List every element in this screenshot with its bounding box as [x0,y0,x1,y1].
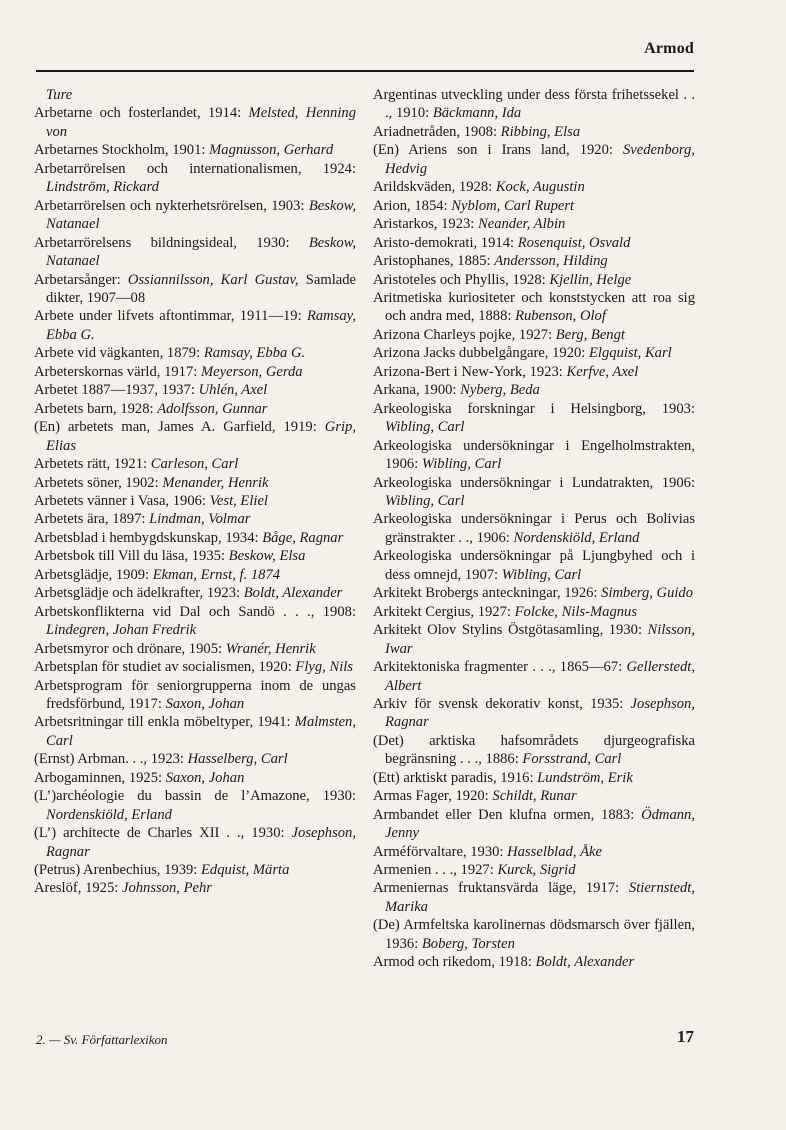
entry-title: Arizona-Bert i New-York, 1923: [373,363,567,380]
entry-title: Arméförvaltare, 1930: [373,843,508,860]
entry-author: Bäckmann, Ida [432,105,522,122]
entry-author: Ekman, Ernst, f. 1874 [152,566,281,583]
index-entry [34,344,356,362]
index-entry [373,197,695,215]
entry-title: Arbetskonflikterna vid Dal och Sandö . . ., 1908: [34,603,356,620]
entry-title: Arkiv för svensk dekorativ konst, 1935: [373,695,631,712]
entry-title: Areslöf, 1925: [34,880,122,897]
entry-title: Arkitekt Olov Stylins Östgötasamling, 1930: [373,622,648,639]
entry-author: Menander, Henrik [162,474,269,491]
entry-author: Wibling, Carl [385,419,465,436]
entry-title: Arkeologiska undersökningar i Engelholmstrakten, 1906: [373,437,695,473]
index-entry [373,437,695,474]
entry-author: Josephson, Ragnar [385,695,695,731]
index-entry [34,677,356,714]
signature-mark: 2. — Sv. Författarlexikon [36,1032,168,1047]
entry-author: Boberg, Torsten [421,935,515,952]
entry-author: Ramsay, Ebba G. [203,345,306,362]
entry-title: Aristophanes, 1885: [373,253,495,270]
entry-title: Arbetets söner, 1902: [34,474,163,491]
entry-title: Arkeologiska undersökningar i Lundatrakten, 1906: [373,474,695,491]
index-entry [34,769,356,787]
entry-title: Aristarkos, 1923: [373,216,478,233]
right-column [373,86,695,972]
index-entry [373,916,695,953]
entry-title: Argentinas utveckling under dess första frihetssekel . . ., 1910: [373,87,695,122]
entry-title: Arbetsprogram för seniorgrupperna inom de ungas fredsförbund, 1917: [34,677,356,712]
entry-title: (En) Ariens son i Irans land, 1920: [373,142,623,159]
entry-author: Ödmann, Jenny [385,806,695,842]
entry-author: Stiernstedt, Marika [385,880,695,915]
entry-title: Arbetarsånger: [34,271,128,288]
entry-author: Boldt, Alexander [243,585,343,602]
entry-author: Meyerson, Gerda [200,363,303,380]
index-entry [373,474,695,511]
entry-author: Forsstrand, Carl [522,751,622,768]
entry-title: Arbete under lifvets aftontimmar, 1911—19: [34,308,307,325]
index-entry [373,289,695,326]
entry-author: Svedenborg, Hedvig [385,142,695,177]
index-entry [34,566,356,584]
entry-author: Boldt, Alexander [535,954,635,971]
entry-author: Adolfsson, Gunnar [157,400,268,417]
index-entry [34,271,356,308]
index-entry [373,769,695,787]
index-entry [373,806,695,843]
entry-title: Arbetsplan för studiet av socialismen, 1920: [34,659,296,676]
entry-author: Ramsay, Ebba G. [46,308,356,343]
entry-author: Neander, Albin [478,216,566,233]
entry-title: (Petrus) Arenbechius, 1939: [34,862,201,879]
entry-title: Arbetsritningar till enkla möbeltyper, 1941: [34,714,295,731]
entry-title: Arbetet 1887—1937, 1937: [34,382,199,399]
entry-author: Lindström, Rickard [46,179,159,196]
index-entry [373,953,695,971]
entry-title: Arbetarrörelsen och internationalismen, 1924: [34,160,356,177]
entry-title: Arkeologiska undersökningar i Perus och Bolivias gränstrakter . ., 1906: [373,511,695,546]
entry-author: Hasselberg, Carl [187,751,288,768]
entry-title: Armbandet eller Den klufna ormen, 1883: [373,806,642,823]
entry-title: Arkeologiska forskningar i Helsingborg, 1903: [373,400,695,417]
entry-author: Saxon, Johan [165,695,245,712]
entry-author: Edquist, Märta [201,862,290,879]
index-entry [34,640,356,658]
index-entry [373,843,695,861]
entry-title: Arbetsbok till Vill du läsa, 1935: [34,548,229,565]
index-entry [34,197,356,234]
page-number: 17 [677,1027,694,1046]
index-entry [34,529,356,547]
entry-author: Nyblom, Carl Rupert [451,197,575,214]
entry-title: (L’) architecte de Charles XII . ., 1930: [34,825,292,842]
entry-title: Arizona Jacks dubbelgångare, 1920: [373,345,589,362]
entry-author: Berg, Bengt [555,326,625,343]
running-head: Armod [644,40,694,57]
index-entry [34,713,356,750]
entry-title: Armas Fager, 1920: [373,788,493,805]
entry-title: (Ernst) Arbman. . ., 1923: [34,751,188,768]
index-entry [34,658,356,676]
entry-title: (Ett) arktiskt paradis, 1916: [373,769,538,786]
index-entry [373,510,695,547]
index-entry [34,750,356,768]
entry-author: Gellerstedt, Albert [385,659,695,694]
entry-author: Beskow, Natanael [46,197,356,233]
entry-title-continued: Samlade dikter, 1907—08 [46,271,357,306]
entry-author: Lindegren, Johan Fredrik [46,622,197,639]
left-column [34,86,356,898]
entry-title: Ariadnetråden, 1908: [373,123,501,140]
entry-author: Hasselblad, Åke [507,843,602,860]
entry-title: Arbete vid vägkanten, 1879: [34,345,204,362]
index-entry [373,621,695,658]
index-entry [34,861,356,879]
entry-title: Arbetets vänner i Vasa, 1906: [34,492,210,509]
entry-author: Wibling, Carl [385,492,465,509]
entry-author: Malmsten, Carl [46,714,356,749]
entry-author: Josephson, Ragnar [46,825,356,860]
entry-author: Kurck, Sigrid [497,862,576,879]
entry-author: Vest, Eliel [209,492,268,509]
entry-title: Arbetsblad i hembygdskunskap, 1934: [34,529,263,546]
entry-author: Beskow, Natanael [46,234,356,270]
entry-title: Arildskväden, 1928: [373,179,496,196]
index-entry [34,307,356,344]
entry-author: Rubenson, Olof [515,308,606,325]
entry-author: Elgquist, Karl [589,345,672,362]
index-entry [373,252,695,270]
index-entry [34,400,356,418]
index-entry [34,381,356,399]
index-entry [34,86,356,104]
index-entry [373,584,695,602]
entry-author: Kerfve, Axel [566,363,639,380]
index-entry [34,474,356,492]
index-entry [373,123,695,141]
entry-title: Arkitektoniska fragmenter . . ., 1865—67: [373,659,627,676]
entry-author: Nordenskiöld, Erland [46,806,172,823]
entry-title: Arkana, 1900: [373,382,461,399]
entry-author: Ossiannilsson, Karl Gustav, [127,271,299,288]
index-entry [373,344,695,362]
index-entry [34,584,356,602]
index-entry [373,234,695,252]
index-entry [373,732,695,769]
entry-author: Rosenquist, Osvald [517,234,631,251]
entry-author: Kock, Augustin [495,179,585,196]
entry-title: (Det) arktiska hafsområdets djurgeografiska begränsning . . ., 1886: [373,732,695,768]
entry-author: Wranér, Henrik [225,640,316,657]
index-entry [34,879,356,897]
index-entry [34,418,356,455]
entry-title: Armenien . . ., 1927: [373,862,498,879]
index-entry [373,603,695,621]
entry-title: Aristoteles och Phyllis, 1928: [373,271,550,288]
index-entry [373,363,695,381]
index-entry [373,695,695,732]
entry-title: Arbetarne och fosterlandet, 1914: [34,105,249,122]
entry-author: Folcke, Nils-Magnus [514,603,638,620]
index-entry [373,215,695,233]
entry-title: Arizona Charleys pojke, 1927: [373,326,556,343]
index-entry [34,141,356,159]
entry-title: Arbetarnes Stockholm, 1901: [34,142,210,159]
index-entry [373,787,695,805]
entry-author: Nyberg, Beda [460,382,540,399]
entry-author: Ture [46,87,73,103]
entry-title: Arbeterskornas värld, 1917: [34,363,201,380]
entry-author: Nordenskiöld, Erland [513,529,640,546]
entry-author: Schildt, Runar [492,788,577,805]
index-entry [34,234,356,271]
entry-author: Magnusson, Gerhard [209,142,334,159]
entry-author: Nilsson, Iwar [385,622,695,657]
entry-author: Lindman, Volmar [149,511,251,528]
entry-author: Kjellin, Helge [549,271,632,288]
index-entry [34,104,356,141]
index-entry [373,86,695,123]
entry-author: Uhlén, Axel [198,382,268,399]
entry-author: Johnsson, Pehr [121,880,212,897]
entry-author: Lundström, Erik [537,769,633,786]
entry-title: Aristo-demokrati, 1914: [373,234,518,251]
entry-title: Arbetets ära, 1897: [34,511,150,528]
entry-title: Arbetsmyror och drönare, 1905: [34,640,226,657]
entry-author: Melsted, Henning von [46,105,356,140]
entry-title: (En) arbetets man, James A. Garfield, 1919: [34,419,325,436]
entry-title: Arbetarrörelsens bildningsideal, 1930: [34,234,309,251]
entry-author: Båge, Ragnar [262,529,344,546]
index-entry [373,271,695,289]
entry-title: Arbetsglädje och ädelkrafter, 1923: [34,585,244,602]
entry-title: (L’)archéologie du bassin de l’Amazone, 1930: [34,788,356,805]
entry-title: Aritmetiska kuriositeter och konststycken att roa sig och andra med, 1888: [373,289,695,325]
index-entry [34,160,356,197]
entry-title: Arkeologiska undersökningar på Ljungbyhed och i dess omnejd, 1907: [373,548,695,583]
entry-author: Saxon, Johan [165,769,245,786]
index-entry [34,603,356,640]
entry-title: Arkitekt Brobergs anteckningar, 1926: [373,585,602,602]
entry-title: (De) Armfeltska karolinernas dödsmarsch över fjällen, 1936: [373,917,695,952]
entry-author: Flyg, Nils [295,659,353,676]
index-entry [34,547,356,565]
entry-author: Ribbing, Elsa [500,123,581,140]
index-entry [34,363,356,381]
entry-author: Wibling, Carl [421,456,502,473]
entry-author: Wibling, Carl [501,566,582,583]
entry-author: Carleson, Carl [150,456,239,473]
index-entry [373,879,695,916]
entry-author: Grip, Elias [46,419,356,454]
index-entry [373,381,695,399]
entry-title: Armeniernas fruktansvärda läge, 1917: [373,880,629,897]
index-entry [373,547,695,584]
index-entry [373,658,695,695]
entry-title: Arbetets rätt, 1921: [34,456,151,473]
index-entry [373,400,695,437]
index-entry [34,824,356,861]
entry-author: Beskow, Elsa [228,548,306,565]
index-entry [373,141,695,178]
entry-title: Arbogaminnen, 1925: [34,769,166,786]
header-rule [36,70,694,72]
entry-title: Armod och rikedom, 1918: [373,954,536,971]
entry-author: Simberg, Guido [601,585,694,602]
entry-title: Arbetsglädje, 1909: [34,566,153,583]
index-entry [34,455,356,473]
entry-title: Arion, 1854: [373,197,452,214]
index-entry [34,510,356,528]
index-entry [34,787,356,824]
index-entry [34,492,356,510]
entry-title: Arbetets barn, 1928: [34,400,158,417]
index-entry [373,326,695,344]
entry-author: Andersson, Hilding [494,253,608,270]
index-entry [373,861,695,879]
index-entry [373,178,695,196]
entry-title: Arbetarrörelsen och nykterhetsrörelsen, 1903: [34,197,309,214]
entry-title: Arkitekt Cergius, 1927: [373,603,515,620]
